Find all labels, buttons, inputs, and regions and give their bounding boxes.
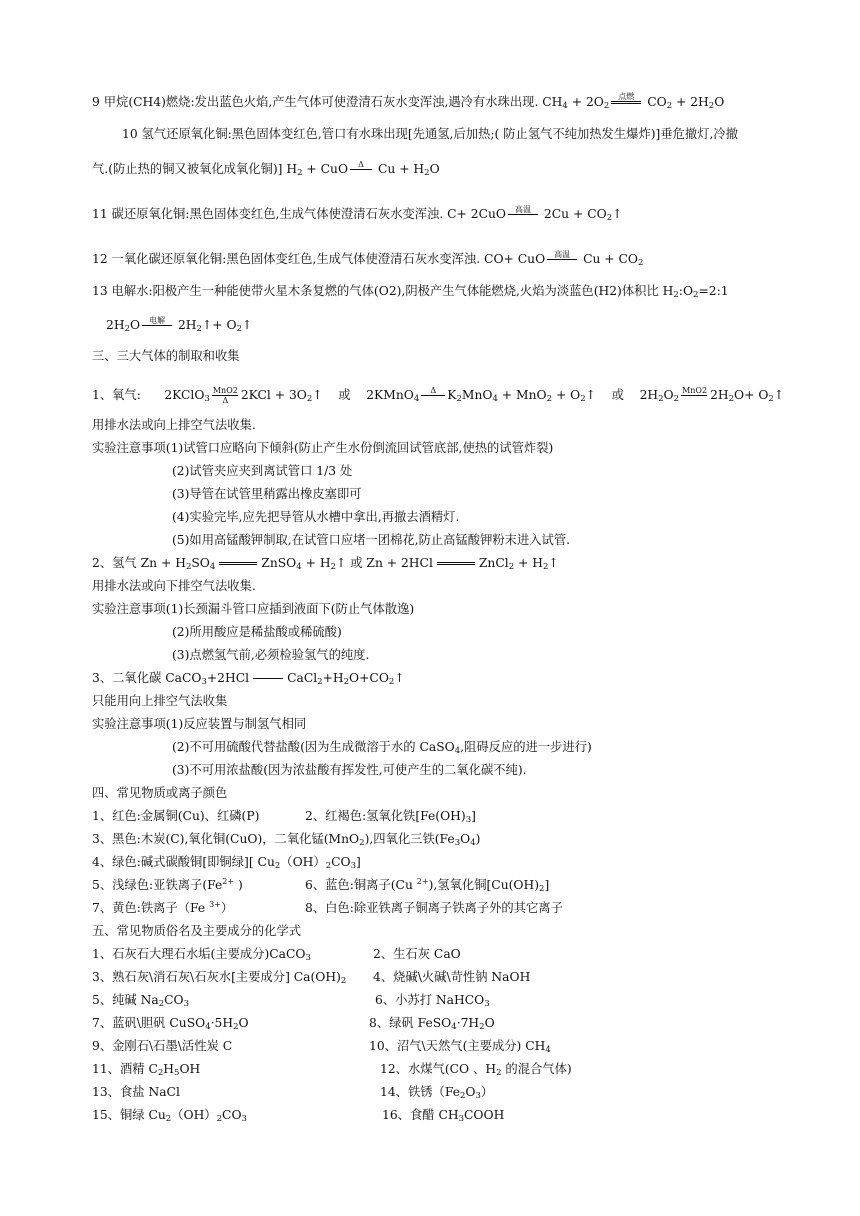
oxygen-equations: 1、氧气: 2KClO$_3$ MnO2 Δ $2KCl + 3O_2↑$ 或 2KMnO$_4$ Δ $K_2MnO_4 + MnO_2$ + $O_2↑$ 或 $2H_2O_2$ MnO2 $2H_2O+$ $O_2↑$: [92, 386, 785, 405]
name-3: 3、熟石灰\消石灰\石灰水[主要成分] $Ca(OH)_2$: [92, 970, 347, 986]
reaction-12: 12 一氧化碳还原氧化铜:黑色固体变红色,生成气体使澄清石灰水变浑浊. CO+ CuO 高温 $Cu + CO_2$: [92, 250, 644, 268]
hydrogen-collect: 用排水法或向下排空气法收集.: [92, 579, 256, 593]
color-6: 6、蓝色:铜离子(Cu $^{2+}$),氢氧化铜$[Cu(OH)_2]$: [305, 877, 550, 894]
name-2: 2、生石灰 CaO: [373, 947, 461, 961]
oxygen-note-2: (2)试管夹应夹到离试管口 1/3 处: [172, 464, 353, 478]
hydrogen-note-2: (2)所用酸应是稀盐酸或稀硫酸): [172, 625, 342, 639]
hydrogen-equations: 2、氢气 $Zn + H_2SO_4$ ZnSO$_4$ + $H_2↑$ 或 Zn + 2HCl ZnCl$_2$ + $H_2↑$: [92, 556, 559, 572]
name-5: 5、纯碱 $Na_2CO_3$: [92, 993, 190, 1009]
name-4: 4、烧碱\火碱\苛性钠 NaOH: [373, 970, 531, 984]
co2-note-2: (2)不可用硫酸代替盐酸(因为生成微溶于水的 CaSO$_4$,阻碍反应的进一步进行): [172, 740, 592, 756]
name-12: 12、水煤气(CO 、$H_2$ 的混合气体): [380, 1062, 572, 1078]
name-8: 8、绿矾 $FeSO_4\cdot 7H_2O$: [369, 1016, 495, 1032]
reaction-13-equation: $2H_2O$ 电解 $2H_2↑+$ $O_2↑$: [106, 316, 253, 334]
co2-note-3: (3)不可用浓盐酸(因为浓盐酸有挥发性,可使产生的二氧化碳不纯).: [172, 763, 527, 777]
name-13: 13、食盐 NaCl: [92, 1085, 180, 1099]
color-7: 7、黄色:铁离子（Fe $^{3+}$）: [92, 900, 234, 915]
oxygen-note-1: 实验注意事项(1)试管口应略向下倾斜(防止产生水份倒流回试管底部,使热的试管炸裂): [92, 441, 554, 455]
name-6: 6、小苏打 NaHCO$_3$: [375, 993, 490, 1009]
color-1: 1、红色:金属铜(Cu)、红磷(P): [92, 809, 260, 823]
color-3: 3、黑色:木炭(C),氧化铜(CuO)，二氧化锰(MnO$_2$),四氧化三铁$(Fe_3O_4)$: [92, 832, 481, 848]
oxygen-note-4: (4)实验完毕,应先把导管从水槽中拿出,再撤去酒精灯.: [172, 510, 460, 524]
reaction-10-equation: 气.(防止热的铜又被氧化成氧化铜)] $H_2$ + CuO Δ $Cu + H_2O$: [92, 160, 440, 178]
reaction-13-text: 13 电解水:阳极产生一种能使带火星木条复燃的气体(O2),阴极产生气体能燃烧,火焰为淡蓝色(H2)体积比 $H_2:O_2=2:1$: [92, 284, 729, 300]
color-2: 2、红褐色:氢氧化铁$[Fe(OH)_3]$: [305, 809, 476, 825]
reaction-11: 11 碳还原氧化铜:黑色固体变红色,生成气体使澄清石灰水变浑浊. C+ 2CuO 高温 $2Cu + CO_2↑$: [92, 205, 623, 223]
oxygen-collect: 用排水法或向上排空气法收集.: [92, 418, 256, 432]
name-7: 7、蓝矾\胆矾 $CuSO_4\cdot 5H_2O$: [92, 1016, 249, 1032]
name-15: 15、铜绿 $Cu_2(OH)_2CO_3$: [92, 1108, 247, 1124]
oxygen-note-3: (3)导管在试管里稍露出橡皮塞即可: [172, 487, 362, 501]
co2-note-1: 实验注意事项(1)反应装置与制氢气相同: [92, 717, 307, 731]
co2-collect: 只能用向上排空气法收集: [92, 694, 228, 708]
co2-equation: 3、二氧化碳 CaCO$_3$+2HCl $CaCl_2+H_2O+CO_2↑$: [92, 671, 405, 687]
color-5: 5、浅绿色:亚铁离子($Fe^{2+}$ ): [92, 877, 243, 892]
reaction-10-text: 10 氢气还原氧化铜:黑色固体变红色,管口有水珠出现[先通氢,后加热;( 防止氢气不纯加热发生爆炸)]垂危撤灯,冷撤: [122, 127, 739, 141]
hydrogen-note-1: 实验注意事项(1)长颈漏斗管口应插到液面下(防止气体散逸): [92, 602, 415, 616]
section-3-heading: 三、三大气体的制取和收集: [92, 349, 240, 363]
reaction-9: 9 甲烷(CH4)燃烧:发出蓝色火焰,产生气体可使澄清石灰水变浑浊,遇冷有水珠出现. $CH_4 + 2O_2$ 点燃 $CO_2 + 2H_2O$: [92, 92, 725, 111]
section-4-heading: 四、常见物质或离子颜色: [92, 786, 228, 800]
name-10: 10、沼气\天然气(主要成分) $CH_4$: [369, 1039, 551, 1055]
color-4: 4、绿色:碱式碳酸铜[即铜绿][ $Cu_2(OH)_2CO_3$]: [92, 855, 361, 871]
oxygen-note-5: (5)如用高锰酸钾制取,在试管口应堵一团棉花,防止高锰酸钾粉末进入试管.: [172, 533, 571, 547]
name-9: 9、金刚石\石墨\活性炭 C: [92, 1039, 233, 1053]
name-1: 1、石灰石大理石水垢(主要成分)CaCO$_3$: [92, 947, 311, 963]
color-8: 8、白色:除亚铁离子铜离子铁离子外的其它离子: [305, 901, 563, 915]
name-14: 14、铁锈$(Fe_2O_3)$: [380, 1085, 494, 1101]
name-11: 11、酒精 $C_2H_5OH$: [92, 1062, 201, 1078]
section-5-heading: 五、常见物质俗名及主要成分的化学式: [92, 924, 302, 938]
name-16: 16、食醋 $CH_3COOH$: [382, 1108, 505, 1124]
hydrogen-note-3: (3)点燃氢气前,必须检验氢气的纯度.: [172, 648, 370, 662]
